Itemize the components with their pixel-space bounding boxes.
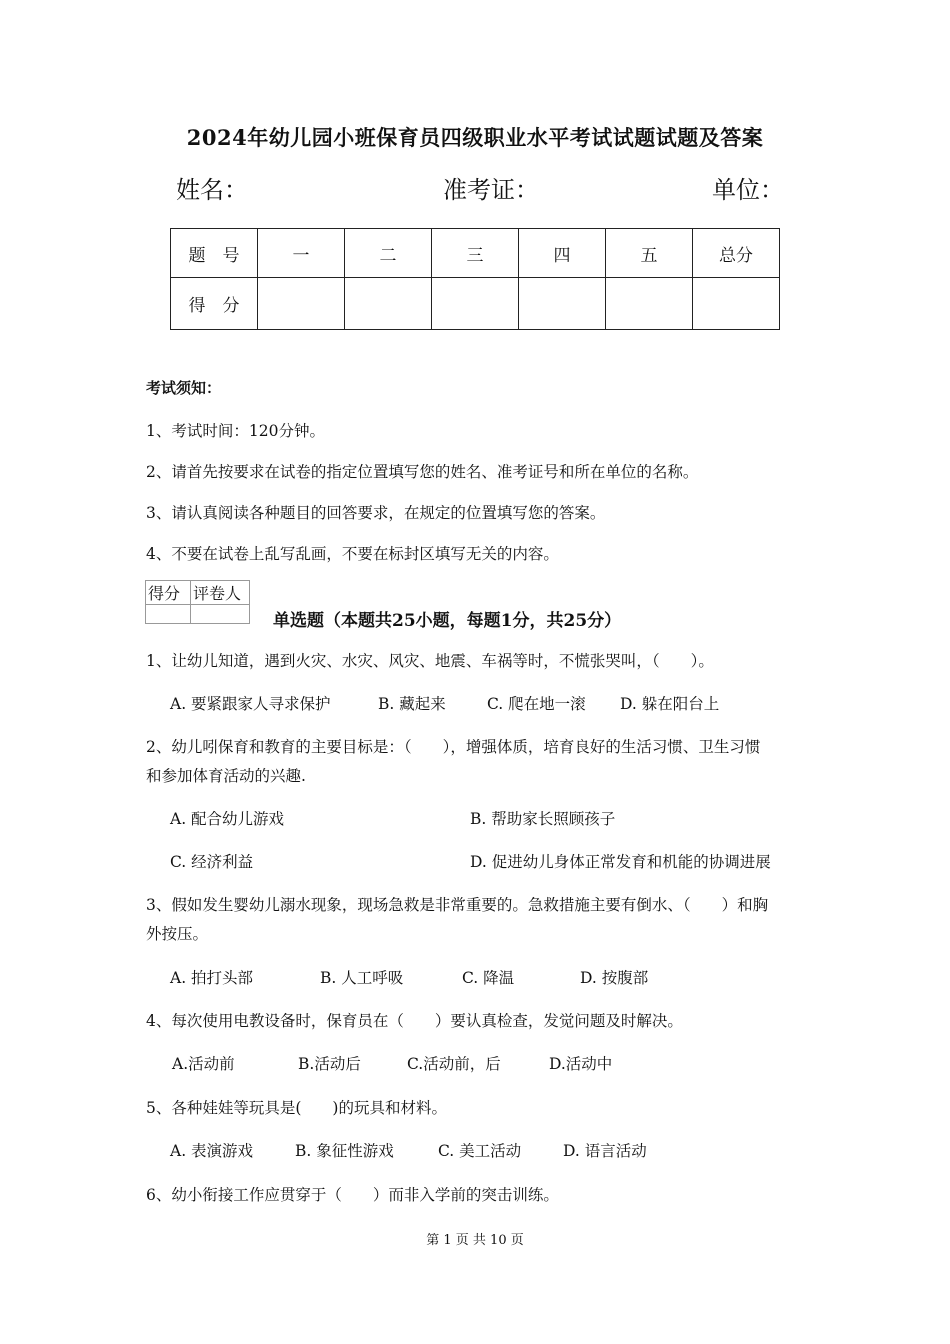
question-text: 和参加体育活动的兴趣. — [146, 767, 306, 785]
option: A. 表演游戏 — [170, 1142, 254, 1160]
score-table-header-cell: 一 — [258, 229, 345, 278]
score-cell[interactable] — [258, 278, 345, 330]
option: C. 爬在地一滚 — [487, 695, 586, 713]
question-text: 2、幼儿吲保育和教育的主要目标是：（ ），增强体质，培育良好的生活习惯、卫生习惯 — [146, 738, 761, 756]
notice-heading: 考试须知： — [146, 379, 222, 397]
option: C. 美工活动 — [438, 1142, 522, 1160]
score-cell[interactable] — [519, 278, 606, 330]
notice-item: 4、不要在试卷上乱写乱画，不要在标封区填写无关的内容。 — [146, 545, 559, 563]
option: D.活动中 — [549, 1055, 613, 1073]
name-label: 姓名： — [176, 176, 248, 204]
notice-item: 1、考试时间：120分钟。 — [146, 422, 325, 440]
question-text: 3、假如发生婴幼儿溺水现象，现场急救是非常重要的。急救措施主要有倒水、（ ）和胸 — [146, 896, 769, 914]
option: D. 按腹部 — [580, 969, 649, 987]
score-table-score-row — [171, 278, 780, 330]
option: C. 降温 — [462, 969, 515, 987]
option: B. 帮助家长照顾孩子 — [470, 810, 616, 828]
question-text: 5、各种娃娃等玩具是( )的玩具和材料。 — [146, 1099, 447, 1117]
option: C. 经济利益 — [170, 853, 254, 871]
option: D. 躲在阳台上 — [620, 695, 720, 713]
question-text: 4、每次使用电教设备时，保育员在（ ）要认真检查，发觉问题及时解决。 — [146, 1012, 683, 1030]
grader-name-label: 评卷人 — [191, 581, 250, 605]
grader-name-cell[interactable] — [191, 605, 250, 624]
score-table-header-cell: 四 — [519, 229, 606, 278]
option: A. 配合幼儿游戏 — [170, 810, 285, 828]
section-title: 单选题（本题共25小题，每题1分，共25分） — [273, 611, 622, 631]
option: C.活动前，后 — [407, 1055, 501, 1073]
question-text: 1、让幼儿知道，遇到火灾、水灾、风灾、地震、车祸等时，不慌张哭叫，（ ）。 — [146, 652, 714, 670]
score-table-header-cell: 三 — [432, 229, 519, 278]
score-table-header-row — [171, 229, 780, 278]
score-cell[interactable] — [432, 278, 519, 330]
score-cell[interactable] — [606, 278, 693, 330]
score-table-header-cell: 五 — [606, 229, 693, 278]
score-table-header-cell: 总分 — [693, 229, 780, 278]
option: B. 藏起来 — [378, 695, 446, 713]
option: A. 拍打头部 — [170, 969, 254, 987]
option: A. 要紧跟家人寻求保护 — [170, 695, 331, 713]
score-table-score-label: 得 分 — [171, 278, 258, 330]
score-table-header-cell: 题 号 — [171, 229, 258, 278]
option: D. 语言活动 — [563, 1142, 647, 1160]
option: B.活动后 — [298, 1055, 361, 1073]
score-cell[interactable] — [693, 278, 780, 330]
question-text: 外按压。 — [146, 925, 209, 943]
page-title: 2024年幼儿园小班保育员四级职业水平考试试题试题及答案 — [186, 125, 764, 150]
grader-score-cell[interactable] — [146, 605, 191, 624]
score-table — [170, 228, 780, 330]
score-table-header-cell: 二 — [345, 229, 432, 278]
question-text: 6、幼小衔接工作应贯穿于（ ）而非入学前的突击训练。 — [146, 1186, 559, 1204]
unit-label: 单位： — [712, 176, 784, 204]
notice-item: 3、请认真阅读各种题目的回答要求，在规定的位置填写您的答案。 — [146, 504, 606, 522]
option: D. 促进幼儿身体正常发育和机能的协调进展 — [470, 853, 771, 871]
option: A.活动前 — [172, 1055, 235, 1073]
page-footer: 第 1 页 共 10 页 — [426, 1233, 524, 1248]
grader-box — [145, 580, 250, 624]
grader-score-label: 得分 — [146, 581, 191, 605]
score-cell[interactable] — [345, 278, 432, 330]
option: B. 象征性游戏 — [295, 1142, 394, 1160]
option: B. 人工呼吸 — [320, 969, 404, 987]
notice-item: 2、请首先按要求在试卷的指定位置填写您的姓名、准考证号和所在单位的名称。 — [146, 463, 699, 481]
exam-id-label: 准考证： — [443, 176, 539, 204]
